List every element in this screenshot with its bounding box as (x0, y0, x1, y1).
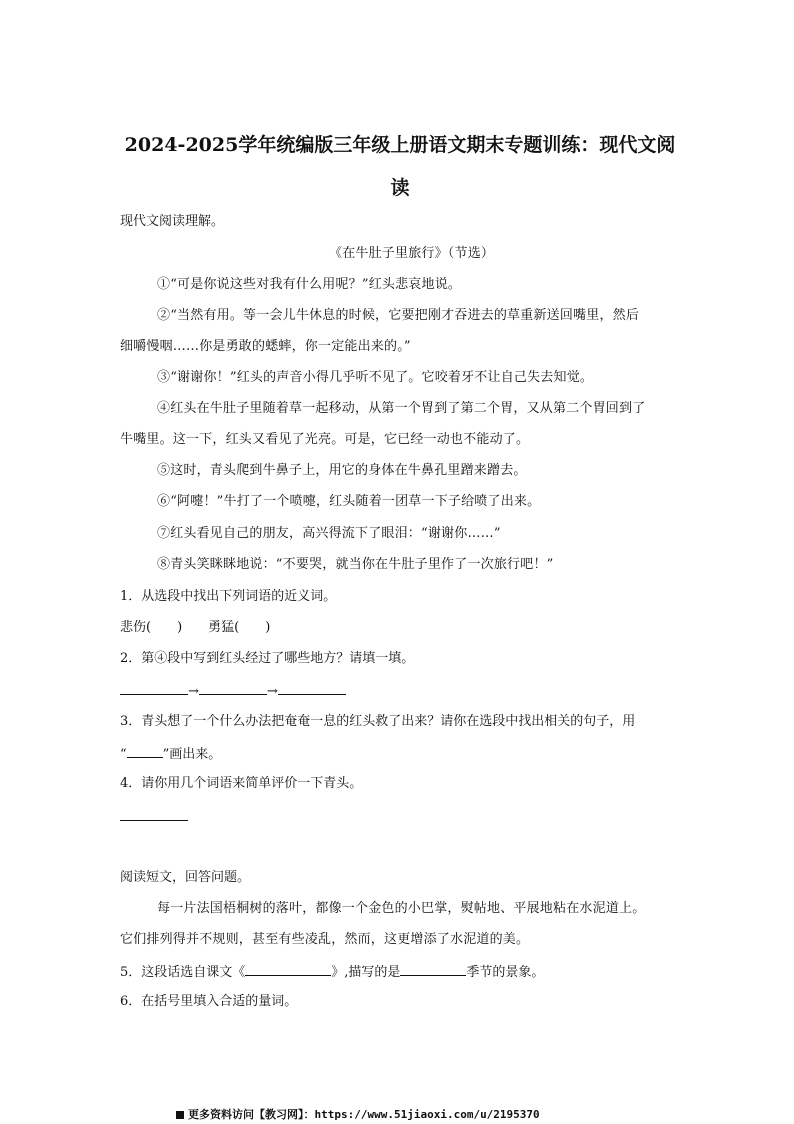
paragraph-6: ⑥“阿嚏！”牛打了一个喷嚏，红头随着一团草一下子给喷了出来。 (157, 494, 541, 509)
footer[interactable] (176, 1106, 540, 1122)
question-5-part-a: 5．这段话选自课文《 (120, 965, 246, 980)
question-4: 4．请你用几个词语来简单评价一下青头。 (120, 776, 363, 791)
question-2: 2．第④段中写到红头经过了哪些地方？请填一填。 (120, 651, 415, 666)
section1-intro: 现代文阅读理解。 (120, 214, 225, 229)
question-6: 6．在括号里填入合适的量词。 (120, 994, 298, 1009)
section2-intro: 阅读短文，回答问题。 (120, 870, 251, 885)
question-1: 1．从选段中找出下列词语的近义词。 (120, 589, 337, 604)
flag-icon (176, 1111, 184, 1119)
answer-blank[interactable] (120, 680, 188, 695)
question-5 (120, 961, 544, 983)
answer-blank[interactable] (245, 961, 331, 976)
page-title-line-1: 2024-2025学年统编版三年级上册语文期末专题训练：现代文阅 (124, 134, 676, 156)
question-1-answers: 悲伤( ) 勇猛( ) (120, 620, 271, 635)
paragraph-7: ⑦红头看见自己的朋友，高兴得流下了眼泪：“谢谢你……” (157, 526, 501, 541)
question-5-part-c: 季节的景象。 (466, 965, 545, 980)
paragraph-2b: 细嚼慢咽……你是勇敢的蟋蟀，你一定能出来的。” (120, 339, 411, 354)
answer-blank[interactable] (120, 806, 188, 821)
section2-paragraph-b: 它们排列得并不规则，甚至有些凌乱，然而，这更增添了水泥道的美。 (120, 932, 530, 947)
question-2-blanks (120, 680, 346, 702)
question-3: 3．青头想了一个什么办法把奄奄一息的红头救了出来？请你在选段中找出相关的句子，用 (120, 714, 636, 729)
open-quote: “ (120, 747, 127, 762)
question-5-part-b: 》,描写的是 (331, 965, 401, 980)
answer-blank[interactable] (400, 961, 466, 976)
answer-blank[interactable] (278, 680, 346, 695)
arrow-icon: → (188, 684, 199, 699)
answer-blank[interactable] (199, 680, 267, 695)
paragraph-1: ①“可是你说这些对我有什么用呢？”红头悲哀地说。 (157, 277, 462, 292)
paragraph-4a: ④红头在牛肚子里随着草一起移动，从第一个胃到了第二个胃，又从第二个胃回到了 (157, 401, 646, 416)
question-3-continued (120, 743, 221, 765)
paragraph-3: ③“谢谢你！”红头的声音小得几乎听不见了。它咬着牙不让自己失去知觉。 (157, 370, 594, 385)
answer-blank[interactable] (127, 743, 163, 758)
page-title-line-2: 读 (390, 177, 410, 199)
arrow-icon: → (266, 684, 278, 699)
passage-title: 《在牛肚子里旅行》（节选） (329, 246, 495, 261)
paragraph-2a: ②“当然有用。等一会儿牛休息的时候，它要把刚才吞进去的草重新送回嘴里，然后 (157, 308, 640, 323)
paragraph-5: ⑤这时，青头爬到牛鼻子上，用它的身体在牛鼻孔里蹭来蹭去。 (157, 463, 527, 478)
footer-link[interactable]: 更多资料访问【教习网】：https://www.51jiaoxi.com/u/2195370 (188, 1108, 540, 1121)
paragraph-4b: 牛嘴里。这一下，红头又看见了光亮。可是，它已经一动也不能动了。 (120, 432, 530, 447)
paragraph-8: ⑧青头笑眯眯地说：“不要哭，就当你在牛肚子里作了一次旅行吧！” (157, 557, 554, 572)
section2-paragraph-a: 每一片法国梧桐树的落叶，都像一个金色的小巴掌，熨帖地、平展地粘在水泥道上。 (157, 901, 646, 916)
question-4-blank (120, 806, 188, 828)
close-quote-text: ”画出来。 (162, 747, 222, 762)
